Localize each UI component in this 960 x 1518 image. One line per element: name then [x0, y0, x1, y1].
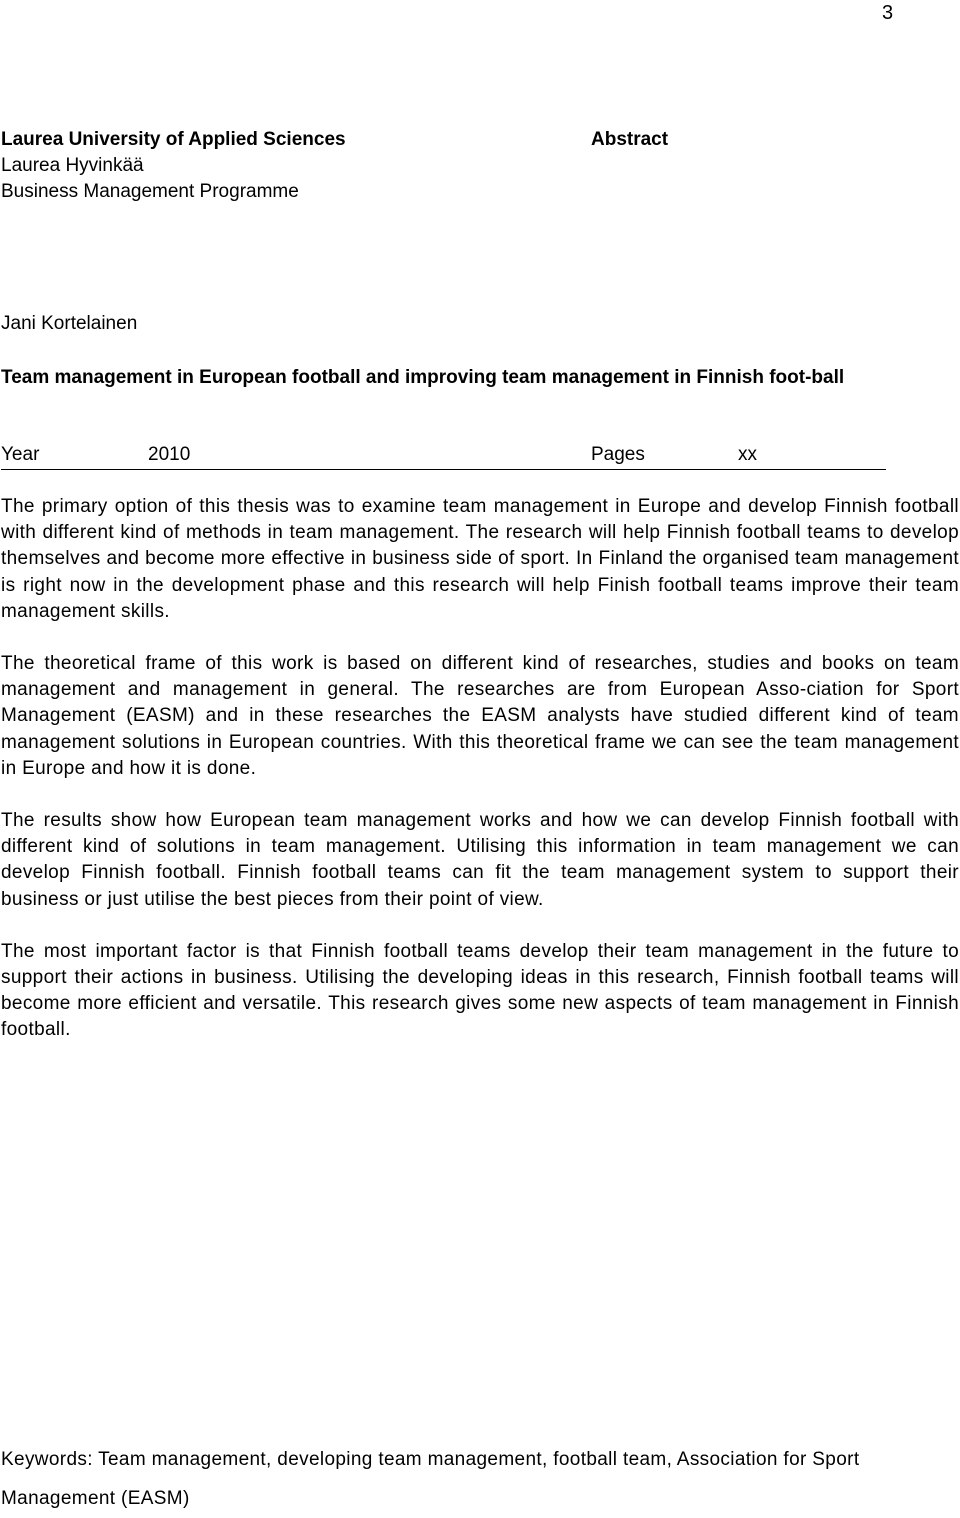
thesis-title: Team management in European football and improving team management in Finnish foot-ball	[1, 367, 845, 388]
year-value: 2010	[148, 444, 191, 465]
year-label: Year	[1, 444, 40, 465]
institution-block	[1, 127, 346, 205]
abstract-paragraph: The results show how European team management works and how we can develop Finnish football with different kind of solutions in team management. Utilising this information in team management we can develop Finnish football. Finnish football teams can fit the team management system to support their business or just utilise the best pieces from their point of view.	[1, 810, 959, 910]
abstract-paragraph: The primary option of this thesis was to examine team management in Europe and develop Finnish football with different kind of methods in team management. The research will help Finnish football teams to develop themselves and become more effective in business side of sport. In Finland the organised team management is right now in the development phase and this research will help Finish football teams improve their team management skills.	[1, 496, 959, 622]
pages-value: xx	[738, 444, 757, 465]
abstract-paragraph: The most important factor is that Finnish football teams develop their team management in the future to support their actions in business. Utilising the developing ideas in this research, Finnish football teams will become more efficient and versatile. This research gives some new aspects of team management in Finnish football.	[1, 940, 959, 1041]
page-number: 3	[882, 2, 894, 24]
abstract-body	[1, 494, 959, 1070]
abstract-paragraph: The theoretical frame of this work is based on different kind of researches, studies and books on team management and management in general. The researches are from European Asso-ciation for Sport Management (EASM) and in these researches the EASM analysts have studied different kind of team management solutions in European countries. With this theoretical frame we can see the team management in Europe and how it is done.	[1, 653, 959, 779]
author-name: Jani Kortelainen	[1, 313, 138, 334]
pages-label: Pages	[591, 444, 645, 465]
abstract-label: Abstract	[591, 129, 669, 150]
programme-name: Business Management Programme	[1, 181, 299, 202]
campus-name: Laurea Hyvinkää	[1, 155, 144, 176]
meta-row	[1, 443, 886, 470]
keywords: Keywords: Team management, developing team management, football team, Association for Sport Management (EASM)	[1, 1449, 860, 1509]
university-name: Laurea University of Applied Sciences	[1, 129, 346, 150]
